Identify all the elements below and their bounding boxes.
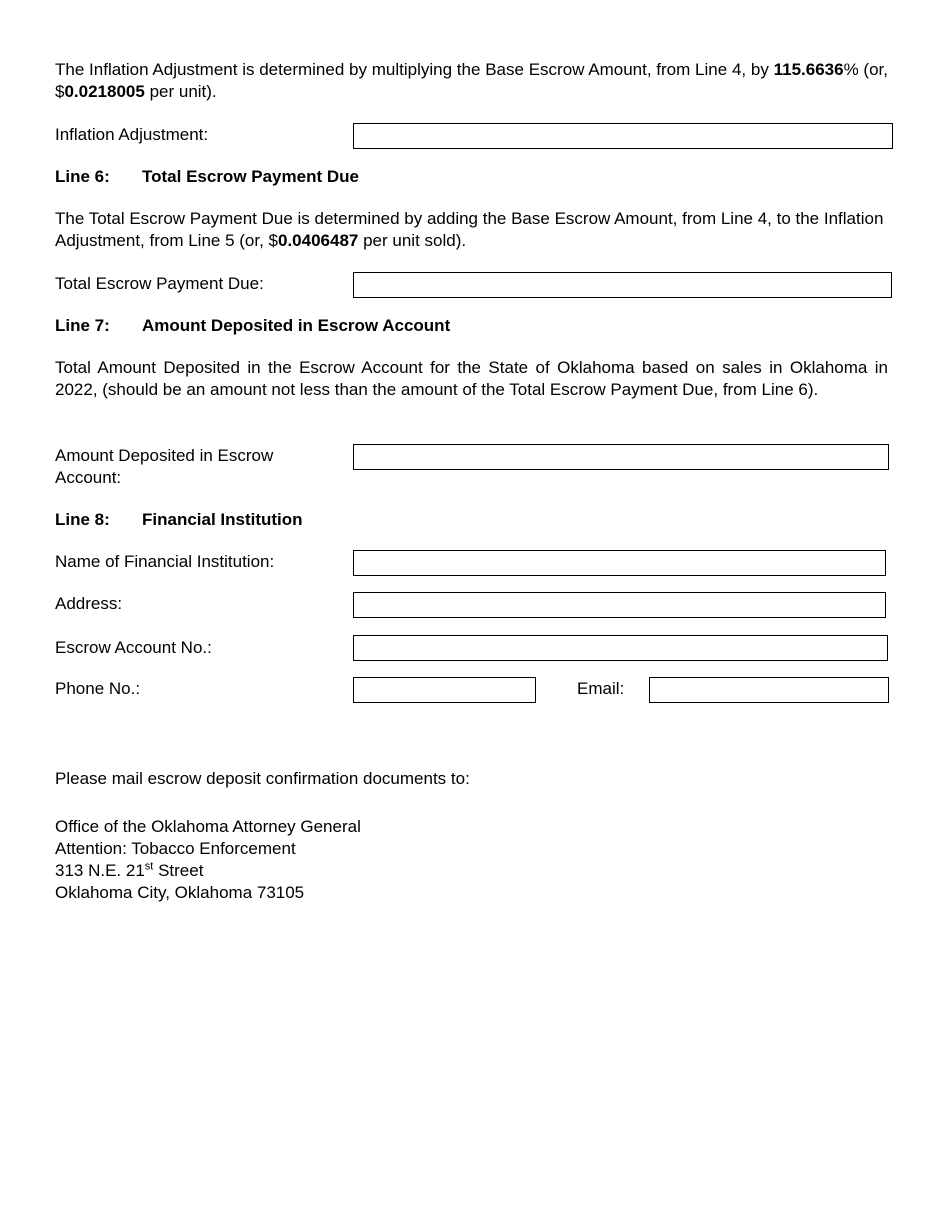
inflation-per-unit: 0.0218005 (64, 82, 145, 101)
mailing-instruction: Please mail escrow deposit confirmation documents to: (55, 769, 470, 788)
amount-deposited-description: Total Amount Deposited in the Escrow Account for the State of Oklahoma based on sales in Oklahoma in 2022, (should be an amount not less than the amount of the Total Escrow Payment Due, from Line 6). (55, 358, 888, 399)
amount-deposited-field[interactable] (353, 444, 889, 470)
line-7-heading: Line 7: Amount Deposited in Escrow Account (55, 316, 451, 335)
phone-field[interactable] (353, 677, 536, 703)
mailing-address (55, 816, 361, 904)
total-escrow-field[interactable] (353, 272, 892, 298)
line-8-heading: Line 8: Financial Institution (55, 510, 303, 529)
institution-name-label: Name of Financial Institution: (55, 552, 275, 571)
email-label: Email: (577, 679, 625, 698)
inflation-adjustment-description: The Inflation Adjustment is determined by multiplying the Base Escrow Amount, from Line 4, by 115.6636% (or, $0.0218005 per unit). (55, 60, 888, 101)
total-escrow-description: The Total Escrow Payment Due is determined by adding the Base Escrow Amount, from Line 4, to the Inflation Adjustment, from Line 5 (or, $0.0406487 per unit sold). (55, 209, 884, 250)
amount-deposited-label: Amount Deposited in Escrow Account: (55, 446, 274, 487)
total-escrow-label: Total Escrow Payment Due: (55, 274, 264, 293)
address-field[interactable] (353, 592, 886, 618)
email-field[interactable] (649, 677, 889, 703)
inflation-adjustment-label: Inflation Adjustment: (55, 125, 209, 144)
address-line-3: 313 N.E. 21st Street (55, 860, 204, 880)
escrow-account-field[interactable] (353, 635, 888, 661)
escrow-account-label: Escrow Account No.: (55, 638, 212, 657)
inflation-adjustment-field[interactable] (353, 123, 893, 149)
total-per-unit: 0.0406487 (278, 231, 359, 250)
address-line-1: Office of the Oklahoma Attorney General (55, 817, 361, 836)
address-line-4: Oklahoma City, Oklahoma 73105 (55, 883, 305, 902)
address-line-2: Attention: Tobacco Enforcement (55, 839, 296, 858)
phone-label: Phone No.: (55, 679, 141, 698)
institution-name-field[interactable] (353, 550, 886, 576)
address-label: Address: (55, 594, 123, 613)
inflation-percent: 115.6636 (773, 60, 844, 79)
line-6-heading: Line 6: Total Escrow Payment Due (55, 167, 359, 186)
